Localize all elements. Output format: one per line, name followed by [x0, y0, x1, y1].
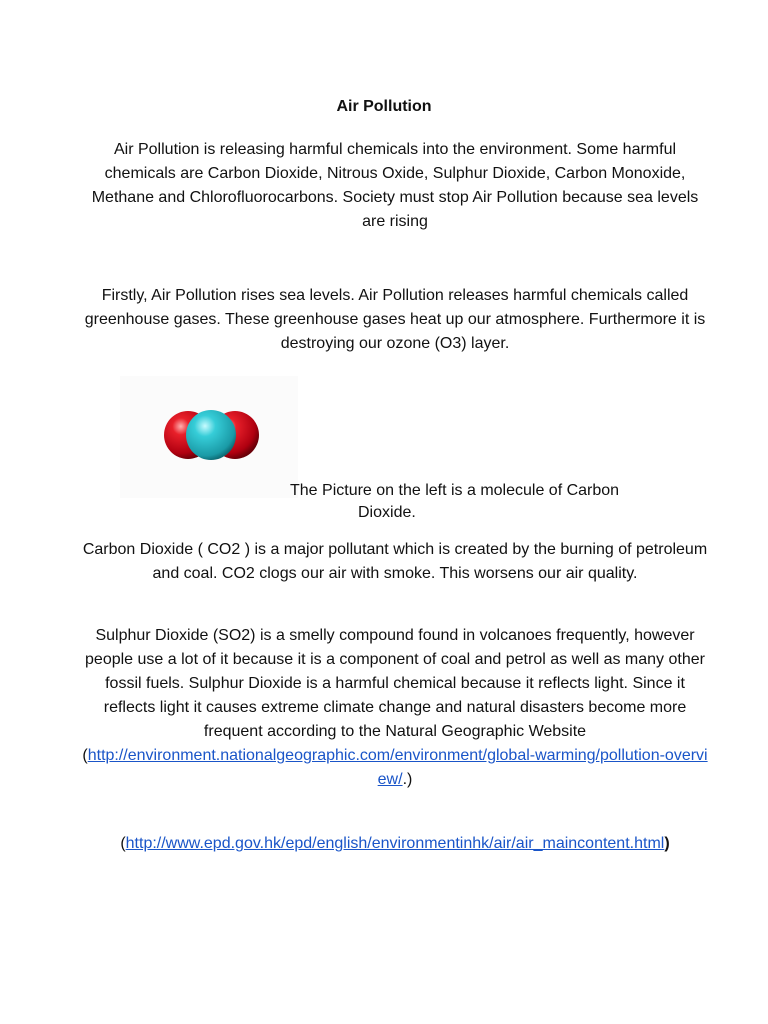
link1-open-paren: (	[82, 747, 88, 764]
link1-close: .)	[402, 771, 413, 788]
sulphur-dioxide-paragraph: Sulphur Dioxide (SO2) is a smelly compound found in volcanoes frequently, however people use a lot of it because it is a component of coal and petrol as well as many other fossil fuels. Sulphur Dioxide is a harmful chemical because it reflects light. Since it reflects light it causes extreme climate change and natural disasters become more frequent according to the Natural Geographic Website	[85, 627, 705, 740]
sea-levels-paragraph: Firstly, Air Pollution rises sea levels. Air Pollution releases harmful chemicals called greenhouse gases. These greenhouse gases heat up our atmosphere. Furthermore it is destroying our ozone (O3) layer.	[84, 287, 706, 352]
epd-link-line	[80, 832, 710, 856]
link1-line	[80, 744, 710, 792]
national-geographic-link[interactable]: http://environment.nationalgeographic.com/environment/global-warming/pollution-overview/	[87, 747, 708, 788]
link2-close-paren: )	[664, 835, 670, 852]
carbon-dioxide-molecule-icon	[120, 376, 298, 498]
link2-open-paren: (	[120, 835, 126, 852]
intro-paragraph: Air Pollution is releasing harmful chemicals into the environment. Some harmful chemicals are Carbon Dioxide, Nitrous Oxide, Sulphur Dioxide, Carbon Monoxide, Methane and Chlorofluorocarbons. Society must stop Air Pollution because sea levels are rising	[91, 141, 699, 230]
caption-line-1: The Picture on the left is a molecule of Carbon	[290, 482, 620, 499]
image-caption	[290, 480, 690, 524]
document-title: Air Pollution	[336, 98, 432, 115]
caption-line-2: Dioxide.	[358, 504, 416, 521]
carbon-dioxide-paragraph: Carbon Dioxide ( CO2 ) is a major pollutant which is created by the burning of petroleum and coal. CO2 clogs our air with smoke. This worsens our air quality.	[82, 541, 708, 582]
sulphur-dioxide-section	[80, 624, 710, 792]
carbon-atom	[186, 410, 236, 460]
co2-molecule-image	[120, 376, 298, 498]
epd-link[interactable]: http://www.epd.gov.hk/epd/english/environmentinhk/air/air_maincontent.html	[125, 835, 665, 852]
